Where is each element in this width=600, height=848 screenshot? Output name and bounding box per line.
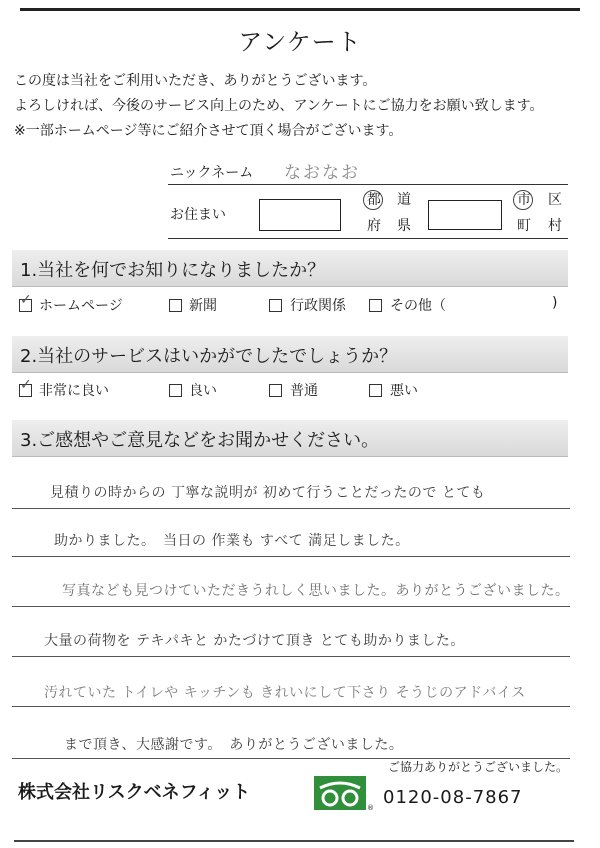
thanks-message: ご協力ありがとうございました。 (388, 760, 569, 774)
q2-option-good: 良い (189, 383, 217, 399)
q2-option-3-checkbox[interactable] (369, 384, 382, 397)
check-mark-icon: ✓ (20, 292, 32, 308)
address-underline (168, 238, 568, 239)
comment-rule-1 (12, 508, 570, 509)
q1-option-3-checkbox[interactable] (369, 299, 382, 312)
city-kanji-ku: 区 (548, 192, 562, 208)
q1-option-2-checkbox[interactable] (269, 299, 282, 312)
q1-option-other: その他（ (390, 298, 446, 314)
check-mark-icon: ✓ (20, 377, 32, 393)
city-input[interactable] (428, 200, 502, 230)
pref-kanji-fu: 府 (367, 218, 381, 234)
q2-option-bad: 悪い (390, 383, 418, 399)
city-kanji-cho: 町 (517, 218, 531, 234)
pref-kanji-do: 道 (397, 192, 411, 208)
q2-heading: 2.当社のサービスはいかがでしたでしょうか？ (20, 346, 398, 367)
q2-option-average: 普通 (290, 383, 318, 399)
comment-line-1[interactable]: 見積りの時からの 丁寧な説明が 初めて行うことだったので とても (50, 485, 486, 501)
q1-heading-bar (12, 250, 568, 287)
comment-rule-5 (12, 706, 570, 707)
comment-rule-3 (12, 606, 570, 607)
pref-kanji-ken: 県 (397, 218, 411, 234)
intro-line-2: よろしければ、今後のサービス向上のため、アンケートにご協力をお願い致します。 (14, 98, 544, 114)
q1-option-homepage: ホームページ (39, 298, 123, 314)
q1-option-government: 行政関係 (290, 298, 346, 314)
intro-line-3: ※一部ホームページ等にご紹介させて頂く場合がございます。 (14, 123, 403, 139)
city-kanji-son: 村 (548, 218, 562, 234)
q3-heading-bar (12, 420, 568, 457)
q1-option-1-checkbox[interactable] (169, 299, 182, 312)
comment-line-5[interactable]: 汚れていた トイレや キッチンも きれいにして下さり そうじのアドバイス (44, 685, 526, 701)
q2-option-very-good: 非常に良い (39, 383, 109, 399)
comment-rule-2 (12, 556, 570, 557)
pref-kanji-to: 都 (367, 192, 381, 208)
nickname-value[interactable]: なおなお (284, 163, 360, 183)
phone-number[interactable]: 0120-08-7867 (383, 787, 523, 808)
city-kanji-shi: 市 (517, 192, 531, 208)
q3-heading: 3.ご感想やご意見などをお聞かせください。 (20, 430, 380, 451)
nickname-underline (168, 184, 568, 185)
free-dial-logo-graphic (314, 776, 366, 810)
comment-line-2[interactable]: 助かりました。 当日の 作業も すべて 満足しました。 (54, 533, 410, 549)
q2-option-1-checkbox[interactable] (169, 384, 182, 397)
comment-line-3[interactable]: 写真なども見つけていただきうれしく思いました。ありがとうございました。 (62, 583, 570, 599)
company-name: 株式会社リスクベネフィット (18, 782, 251, 803)
address-label: お住まい (170, 207, 226, 223)
registered-mark: ® (367, 804, 374, 812)
free-dial-logo-icon (314, 776, 366, 810)
q1-option-newspaper: 新聞 (189, 298, 217, 314)
nickname-label: ニックネーム (170, 165, 254, 181)
q2-option-2-checkbox[interactable] (269, 384, 282, 397)
comment-line-6[interactable]: まで頂き、大感謝です。 ありがとうございました。 (64, 737, 404, 753)
comment-line-4[interactable]: 大量の荷物を テキパキと かたづけて頂き とても助かりました。 (44, 633, 465, 649)
q1-other-close-paren: ) (552, 295, 558, 311)
q1-heading: 1.当社を何でお知りになりましたか？ (20, 260, 326, 281)
comment-rule-4 (12, 656, 570, 657)
prefecture-input[interactable] (259, 199, 341, 231)
intro-line-1: この度は当社をご利用いただき、ありがとうございます。 (14, 73, 377, 89)
bottom-rule (14, 840, 574, 842)
page-title: アンケート (238, 28, 362, 56)
q2-heading-bar (12, 336, 568, 373)
top-rule (20, 8, 580, 11)
